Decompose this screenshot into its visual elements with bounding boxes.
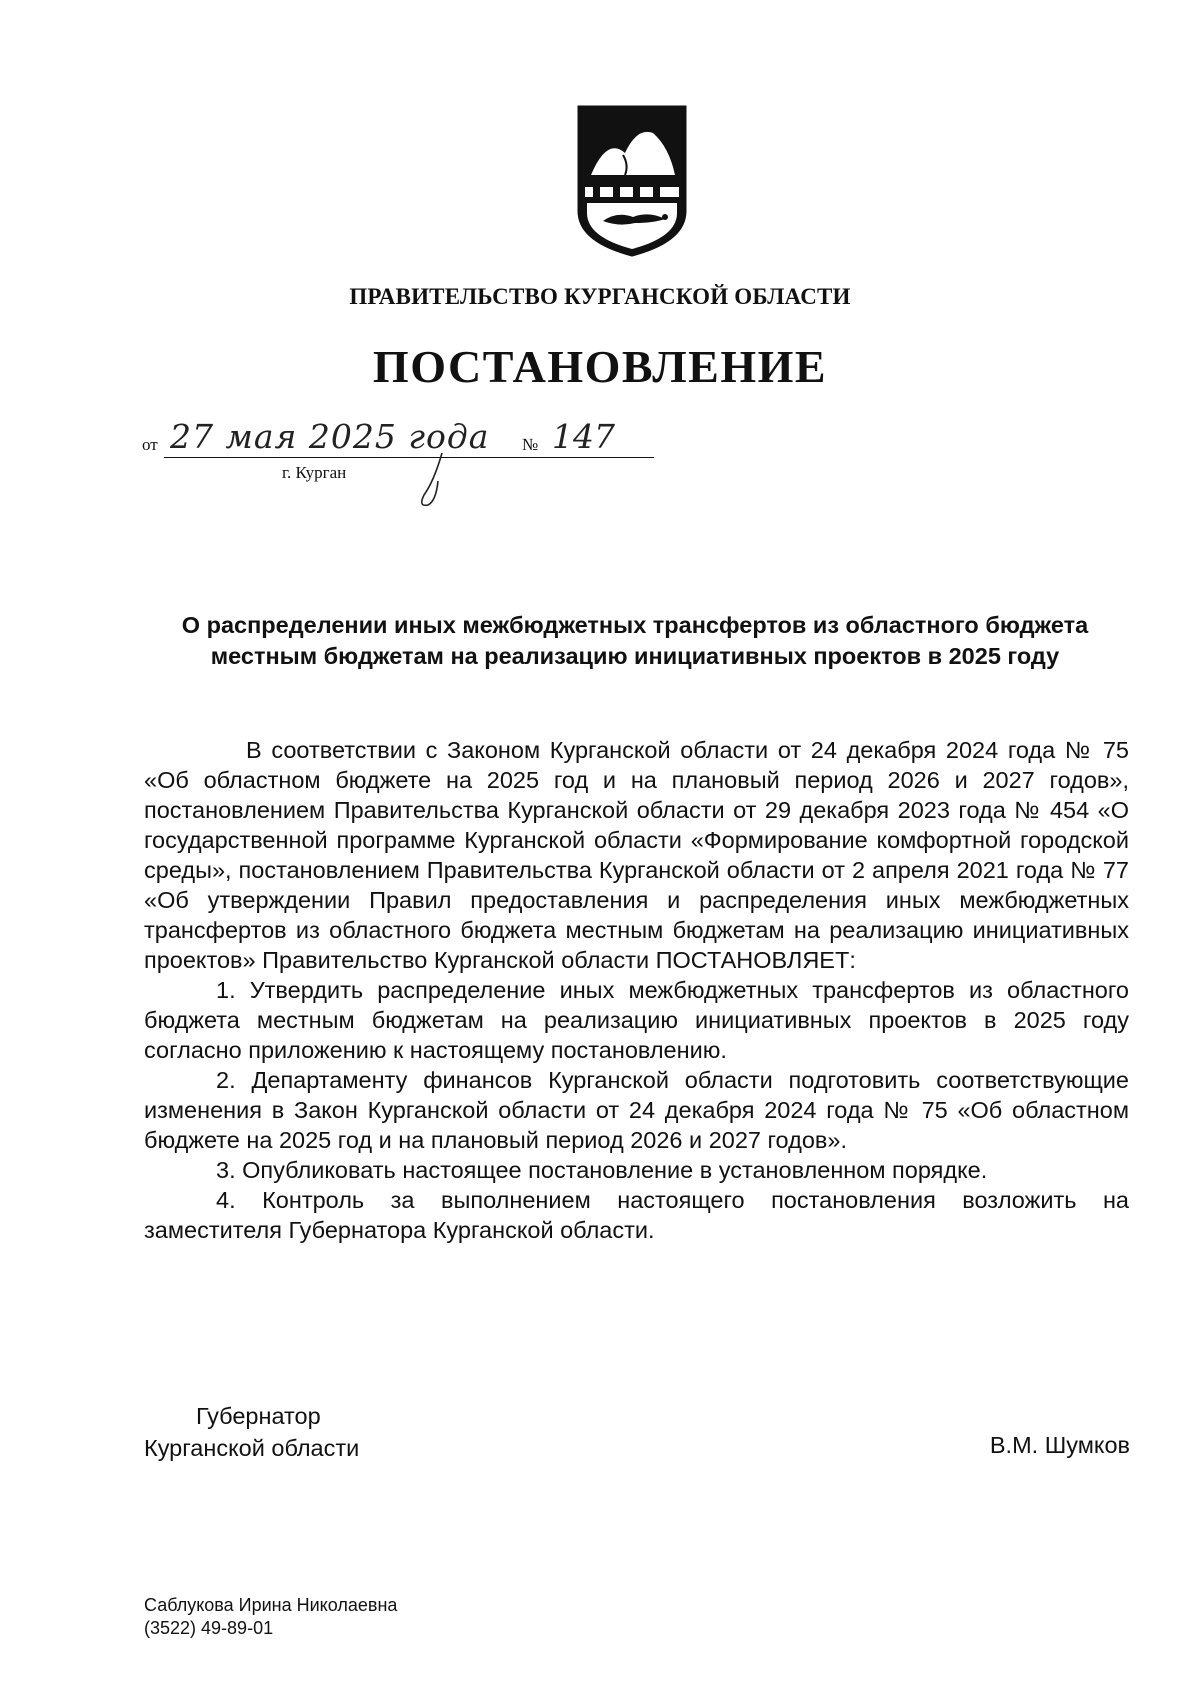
- resolution-item: 1. Утвердить распределение иных межбюджетных трансфертов из областного бюджета местным бюджетам на реализацию инициативных проектов в 2025 году согласно приложению к настоящему постановлению.: [144, 977, 1129, 1063]
- authority-name: ПРАВИТЕЛЬСТВО КУРГАНСКОЙ ОБЛАСТИ: [349, 284, 851, 309]
- executor-info: [144, 1594, 397, 1640]
- executor-phone: (3522) 49-89-01: [144, 1618, 274, 1638]
- document-title: О распределении иных межбюджетных трансфертов из областного бюджета местным бюджетам на реализацию инициативных проектов в 2025 году: [181, 612, 1089, 669]
- signatory-region: Курганской области: [144, 1435, 360, 1461]
- document-body: [144, 735, 1129, 1245]
- resolution-item: 2. Департаменту финансов Курганской области подготовить соответствующие изменения в Закон Курганской области от 24 декабря 2024 года № 75 «Об областном бюджете на 2025 год и на плановый период 2026 и 2027 годов».: [144, 1067, 1129, 1153]
- signatory-position: [144, 1400, 359, 1464]
- date-prefix: от: [142, 435, 158, 454]
- handwritten-number: 147: [552, 417, 615, 456]
- preamble-paragraph: В соответствии с Законом Курганской области от 24 декабря 2024 года № 75 «Об областном бюджете на 2025 год и на плановый период 2026 и 2027 годов», постановлением Правительства Курганской области от 29 декабря 2023 года № 454 «О государственной программе Курганской области «Формирование комфортной городской среды», постановлением Правительства Курганской области от 2 апреля 2021 года № 77 «Об утверждении Правил предоставления и распределения иных межбюджетных трансфертов из областного бюджета местным бюджетам на реализацию инициативных проектов» Правительство Курганской области ПОСТАНОВЛЯЕТ:: [144, 737, 1129, 973]
- city: г. Курган: [282, 463, 347, 482]
- resolution-item: 4. Контроль за выполнением настоящего постановления возложить на заместителя Губернатора Курганской области.: [144, 1187, 1129, 1243]
- document-type: ПОСТАНОВЛЕНИЕ: [372, 341, 828, 392]
- number-label: №: [522, 435, 539, 454]
- resolution-item: 3. Опубликовать настоящее постановление в установленном порядке.: [216, 1157, 988, 1183]
- executor-name: Саблукова Ирина Николаевна: [144, 1595, 398, 1615]
- handwritten-date: 27 мая 2025 года: [170, 417, 490, 456]
- signatory-name: В.М. Шумков: [989, 1432, 1130, 1458]
- date-underline: [164, 457, 654, 458]
- signatory-title: Губернатор: [196, 1403, 321, 1429]
- date-number-line: [142, 417, 662, 483]
- coat-of-arms-icon: [573, 103, 691, 258]
- handwriting-flourish: [414, 451, 454, 511]
